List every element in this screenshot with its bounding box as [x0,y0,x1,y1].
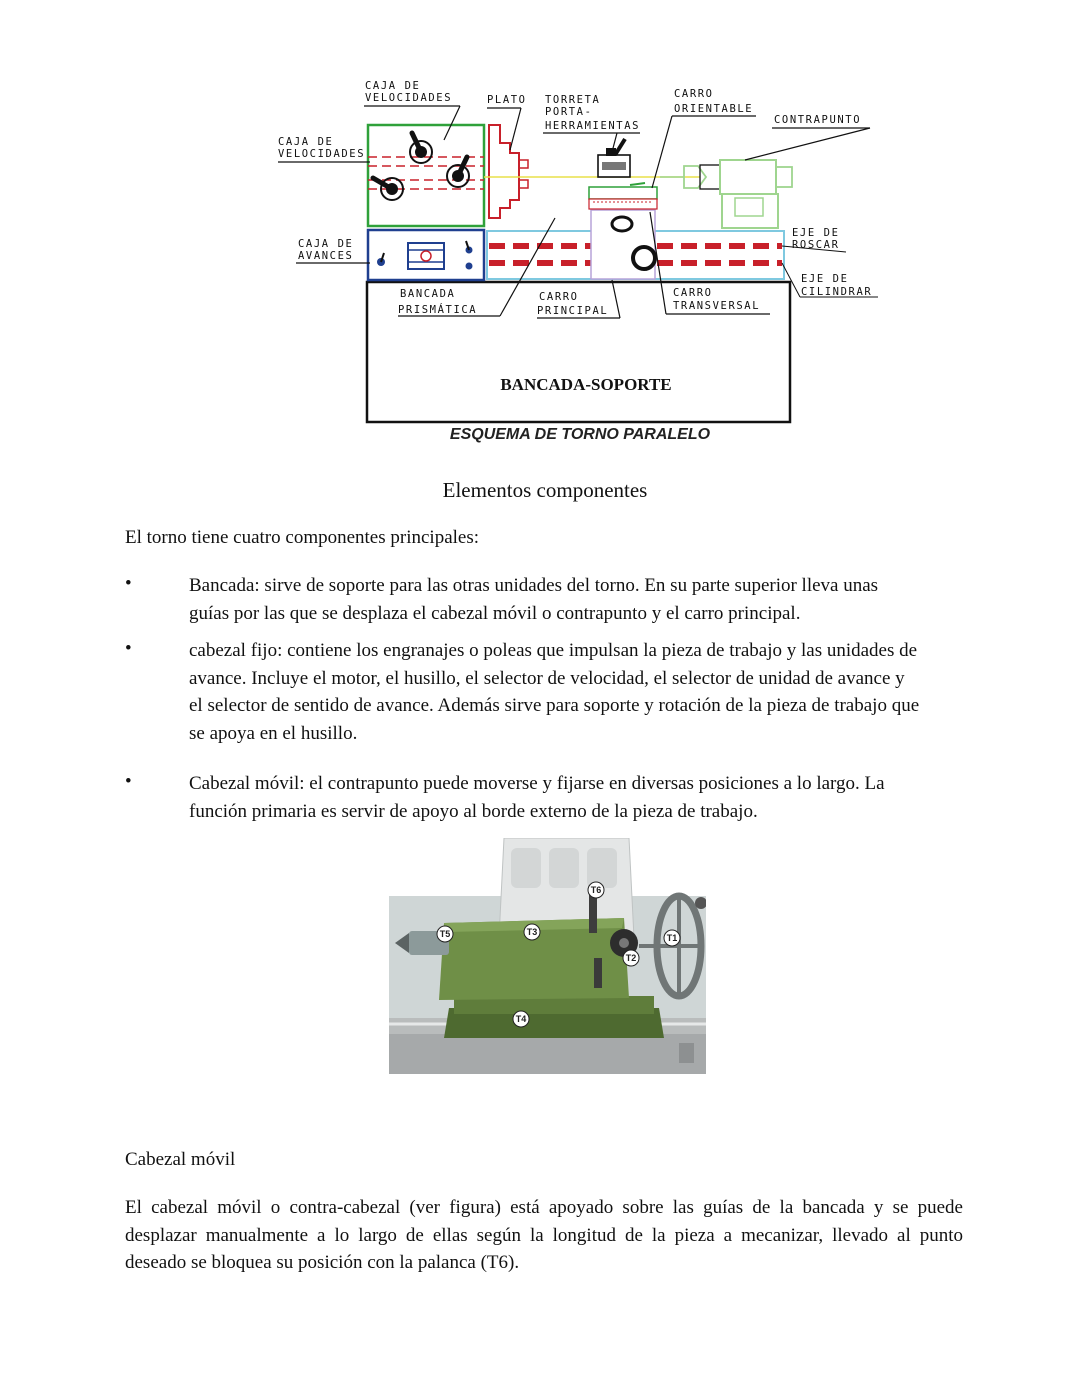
bullet-item-cabezal-fijo: cabezal fijo: contiene los engranajes o poleas que impulsan la pieza de trabajo y las unidades de avance. Incluye el motor, el husillo, el selector de velocidad, el selector de unidad de avance y el selector de sentido de avance. Además sirve para soporte y rotación de la pieza de trabajo que se apoya en el husillo. [189,640,920,744]
svg-text:T1: T1 [666,933,678,943]
bullet-item-cabezal-movil: Cabezal móvil: el contrapunto puede moverse y fijarse en diversas posiciones a lo largo. La función primaria es servir de apoyo al borde externo de la pieza de trabajo. [189,773,885,822]
tailstock-icon [660,160,792,228]
bullet-symbol: • [125,771,132,792]
label-carro-transversal: TRANSVERSAL [673,300,761,312]
svg-text:T6: T6 [590,885,602,895]
speed-knob-icon [410,133,432,163]
tailstock-photo [389,838,706,1074]
label-plato: PLATO [487,94,527,106]
label-caja-avances: AVANCES [298,250,354,262]
label-eje-roscar: ROSCAR [792,239,840,251]
label-carro-orientable: ORIENTABLE [674,103,754,115]
label-eje-cilindrar: EJE DE [801,273,849,285]
photo-tag-t3 [524,924,540,940]
label-caja-velocidades-left: VELOCIDADES [278,148,366,160]
bullet-symbol: • [125,638,132,659]
label-caja-velocidades-left: CAJA DE [278,136,334,148]
photo-tag-t4 [513,1011,529,1027]
subsection-title: Cabezal móvil [125,1149,236,1170]
bancada-soporte-label: BANCADA-SOPORTE [500,375,672,394]
svg-text:T5: T5 [439,929,451,939]
label-carro-principal: PRINCIPAL [537,305,609,317]
label-contrapunto: CONTRAPUNTO [774,114,862,126]
diagram-caption: ESQUEMA DE TORNO PARALELO [449,426,711,443]
photo-tag-t1 [664,930,680,946]
photo-tag-t5 [437,926,453,942]
feed-box [368,230,484,280]
feed-controls-icon [377,241,473,270]
chuck-icon [489,125,519,218]
label-torreta: PORTA- [545,106,593,118]
label-eje-roscar: EJE DE [792,227,840,239]
svg-text:T3: T3 [526,927,538,937]
svg-text:T4: T4 [515,1014,527,1024]
label-caja-avances: CAJA DE [298,238,354,250]
intro-text: El torno tiene cuatro componentes principales: [125,527,480,548]
label-eje-cilindrar: CILINDRAR [801,286,873,298]
speed-box [368,125,484,226]
label-carro-principal: CARRO [539,291,579,303]
body-paragraph: El cabezal móvil o contra-cabezal (ver figura) está apoyado sobre las guías de la bancada y se puede desplazar manualmente a lo largo de ellas según la longitud de la pieza a mecanizar, llevado al punto deseado se bloquea su posición con la palanca (T6). [125,1197,963,1273]
label-caja-velocidades-top: CAJA DE [365,80,421,92]
photo-tag-t2 [623,950,639,966]
label-torreta: HERRAMIENTAS [545,120,641,132]
photo-tag-t6 [588,882,604,898]
label-caja-velocidades-top: VELOCIDADES [365,92,453,104]
bullet-item-bancada: Bancada: sirve de soporte para las otras unidades del torno. En su parte superior lleva unas guías por las que se desplaza el cabezal móvil o contrapunto y el carro principal. [189,575,879,624]
label-bancada-prismatica: PRISMÁTICA [398,304,478,316]
lathe-diagram [260,70,890,450]
label-carro-orientable: CARRO [674,88,714,100]
label-bancada-prismatica: BANCADA [400,288,456,300]
tool-post-icon [598,139,645,185]
section-title: Elementos componentes [442,478,648,502]
bullet-symbol: • [125,573,132,594]
label-torreta: TORRETA [545,94,601,106]
svg-text:T2: T2 [625,953,637,963]
speed-knob-icon [447,157,469,187]
label-carro-transversal: CARRO [673,287,713,299]
